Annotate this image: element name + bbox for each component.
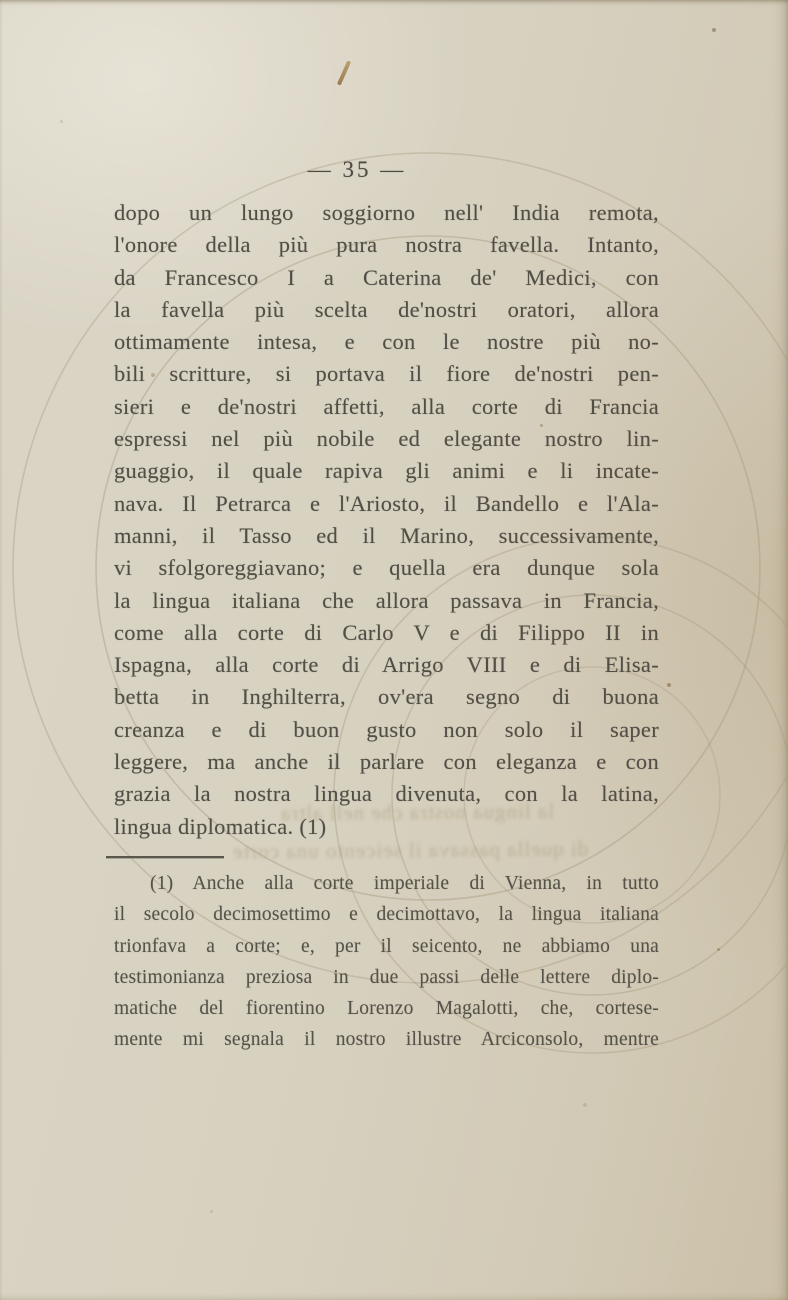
text-line: l'onore della più pura nostra favella. Intanto, (114, 232, 659, 258)
text-line: grazia la nostra lingua divenuta, con la latina, (114, 781, 659, 807)
text-line: dopo un lungo soggiorno nell' India remota, (114, 200, 659, 225)
footnote-block (114, 868, 659, 1056)
showthrough-text: la lingua nostra che nell altra (279, 798, 555, 826)
text-line: sieri e de'nostri affetti, alla corte di Francia (114, 393, 659, 419)
text-line: nava. Il Petrarca e l'Ariosto, il Bandello e l'Ala- (114, 490, 659, 516)
text-line: leggere, ma anche il parlare con eleganza e con (114, 749, 659, 775)
footnote-line: matiche del fiorentino Lorenzo Magalotti, che, cortese- (114, 998, 659, 1020)
showthrough-text: di quella passava il seicento una corte (231, 836, 589, 864)
footnote-line: il secolo decimosettimo e decimottavo, la lingua italiana (114, 904, 659, 926)
text-line: bili scritture, si portava il fiore de'nostri pen- (114, 361, 659, 387)
paper-speck (60, 120, 63, 123)
text-line: Ispagna, alla corte di Arrigo VIII e di Elisa- (114, 652, 659, 678)
body-text-block (114, 197, 659, 843)
paper-speck (210, 1210, 213, 1213)
text-line: come alla corte di Carlo V e di Filippo II in (114, 619, 659, 645)
paper-speck (583, 1103, 587, 1107)
text-line: manni, il Tasso ed il Marino, successivamente, (114, 522, 659, 548)
text-line: espressi nel più nobile ed elegante nostro lin- (114, 426, 659, 452)
text-line: ottimamente intesa, e con le nostre più no- (114, 329, 659, 355)
footnote-line: mente mi segnala il nostro illustre Arciconsolo, mentre (114, 1029, 659, 1051)
text-line: la favella più scelta de'nostri oratori, allora (114, 296, 659, 322)
text-line: vi sfolgoreggiavano; e quella era dunque sola (114, 555, 659, 581)
paper-speck (667, 683, 671, 687)
footnote-line: trionfava a corte; e, per il seicento, ne abbiamo una (114, 935, 659, 957)
footnote-line: testimonianza preziosa in due passi delle lettere diplo- (114, 966, 659, 988)
page-number: — 35 — (307, 157, 407, 182)
footnote-line: (1) Anche alla corte imperiale di Vienna, in tutto (150, 873, 659, 894)
paper-speck (712, 28, 716, 32)
text-line: la lingua italiana che allora passava in Francia, (114, 587, 659, 613)
text-line: guaggio, il quale rapiva gli animi e li incate- (114, 458, 659, 484)
footnote-separator (106, 856, 224, 858)
text-line: betta in Inghilterra, ov'era segno di buona (114, 684, 659, 710)
text-line: da Francesco I a Caterina de' Medici, con (114, 264, 659, 290)
text-line: lingua diplomatica. (1) (114, 813, 327, 839)
text-line: creanza e di buon gusto non solo il saper (114, 716, 659, 742)
pen-mark (337, 60, 351, 85)
paper-speck (717, 948, 720, 951)
